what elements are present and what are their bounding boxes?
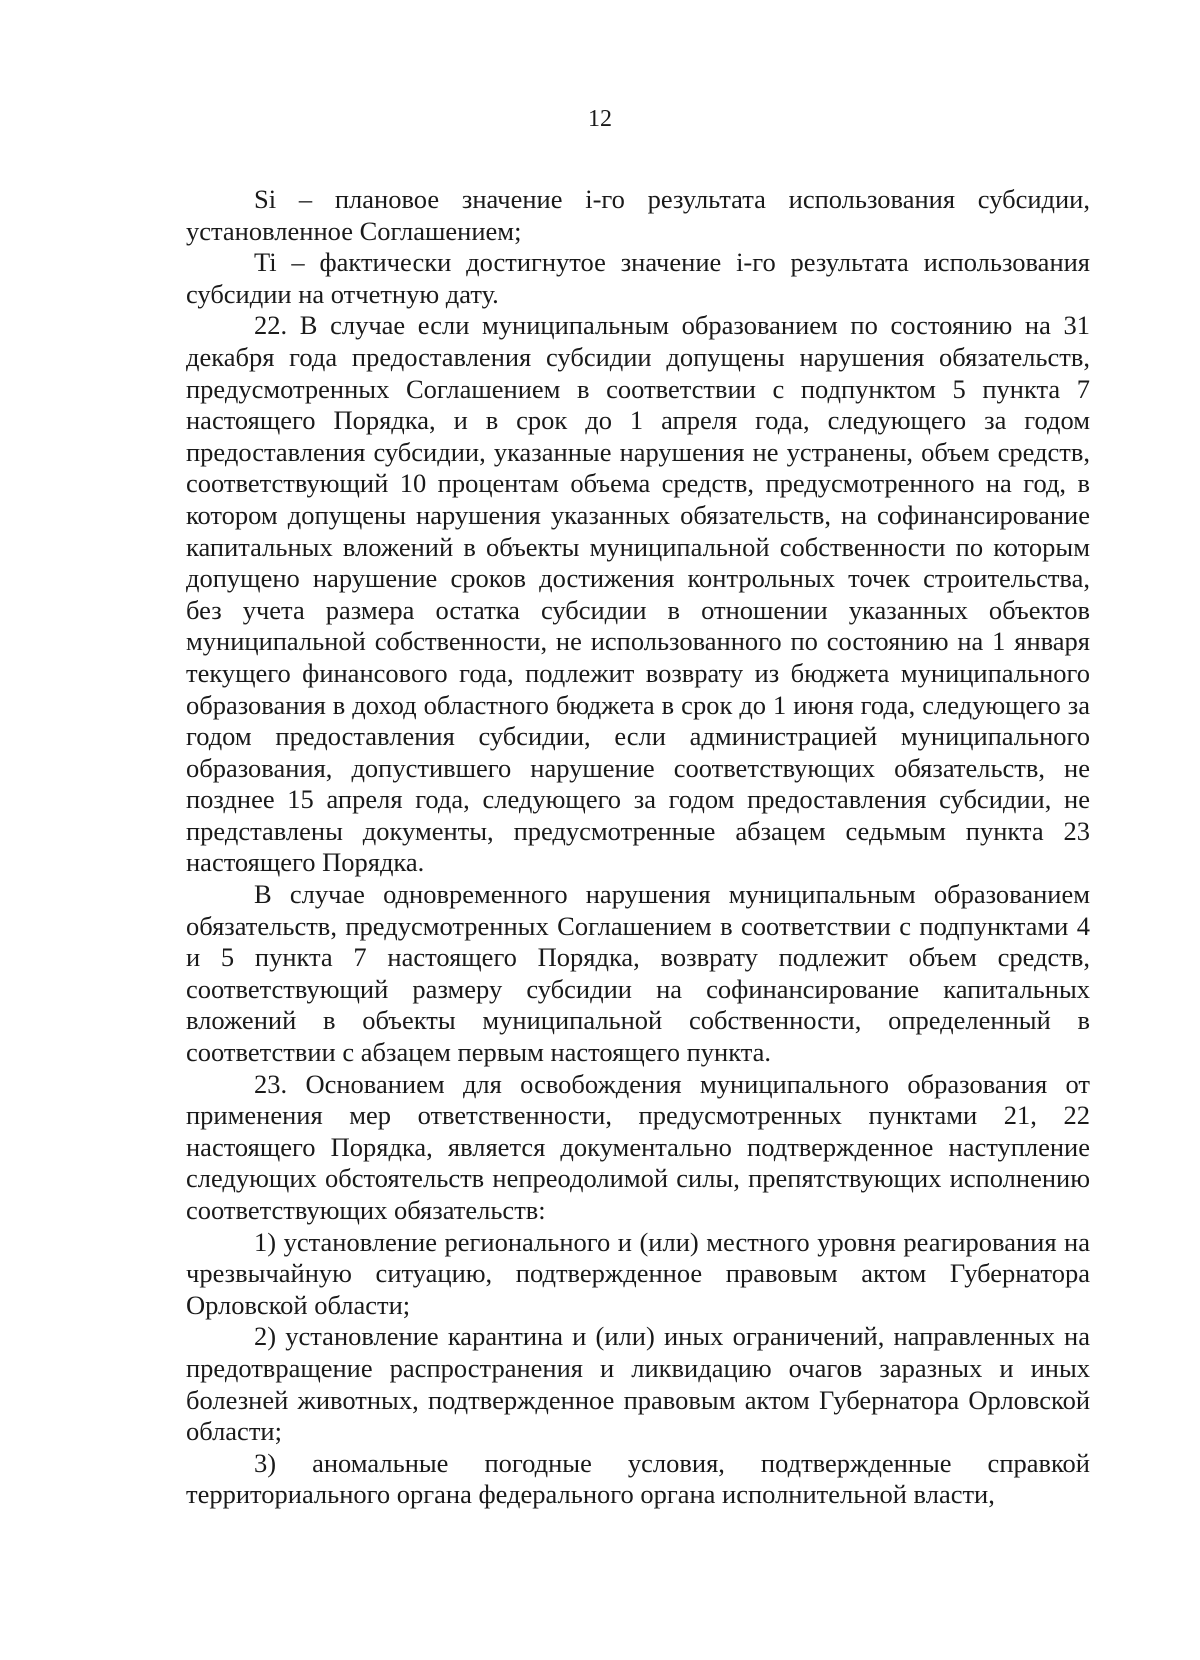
- page-number: 12: [588, 106, 612, 132]
- paragraph-simultaneous-violation: В случае одновременного нарушения муниципальным образованием обязательств, предусмотренных Соглашением в соответствии с подпунктами 4 и 5 пункта 7 настоящего Порядка, возврату подлежит объем средств, соответствующий размеру субсидии на софинансирование капитальных вложений в объекты муниципальной собственности, определенный в соответствии с абзацем первым настоящего пункта.: [186, 879, 1090, 1068]
- list-item-2: 2) установление карантина и (или) иных ограничений, направленных на предотвращение распространения и ликвидацию очагов заразных и иных болезней животных, подтвержденное правовым актом Губернатора Орловской области;: [186, 1321, 1090, 1447]
- list-item-3: 3) аномальные погодные условия, подтвержденные справкой территориального органа федерального органа исполнительной власти,: [186, 1447, 1090, 1510]
- paragraph-item-22: 22. В случае если муниципальным образованием по состоянию на 31 декабря года предоставления субсидии допущены нарушения обязательств, предусмотренных Соглашением в соответствии с подпунктом 5 пункта 7 настоящего Порядка, и в срок до 1 апреля года, следующего за годом предоставления субсидии, указанные нарушения не устранены, объем средств, соответствующий 10 процентам объема средств, предусмотренного на год, в котором допущены нарушения указанных обязательств, на софинансирование капитальных вложений в объекты муниципальной собственности по которым допущено нарушение сроков достижения контрольных точек строительства, без учета размера остатка субсидии в отношении указанных объектов муниципальной собственности, не использованного по состоянию на 1 января текущего финансового года, подлежит возврату из бюджета муниципального образования в доход областного бюджета в срок до 1 июня года, следующего за годом предоставления субсидии, если администрацией муниципального образования, допустившего нарушение соответствующих обязательств, не позднее 15 апреля года, следующего за годом предоставления субсидии, не представлены документы, предусмотренные абзацем седьмым пункта 23 настоящего Порядка.: [186, 310, 1090, 878]
- paragraph-ti-definition: Ti – фактически достигнутое значение i-го результата использования субсидии на отчетную дату.: [186, 247, 1090, 309]
- paragraph-item-23: 23. Основанием для освобождения муниципального образования от применения мер ответственности, предусмотренных пунктами 21, 22 настоящего Порядка, является документально подтвержденное наступление следующих обстоятельств непреодолимой силы, препятствующих исполнению соответствующих обязательств:: [186, 1068, 1090, 1225]
- document-body: [186, 184, 1090, 1511]
- list-item-1: 1) установление регионального и (или) местного уровня реагирования на чрезвычайную ситуацию, подтвержденное правовым актом Губернатора Орловской области;: [186, 1226, 1090, 1320]
- paragraph-si-definition: Si – плановое значение i-го результата использования субсидии, установленное Соглашением;: [186, 184, 1090, 246]
